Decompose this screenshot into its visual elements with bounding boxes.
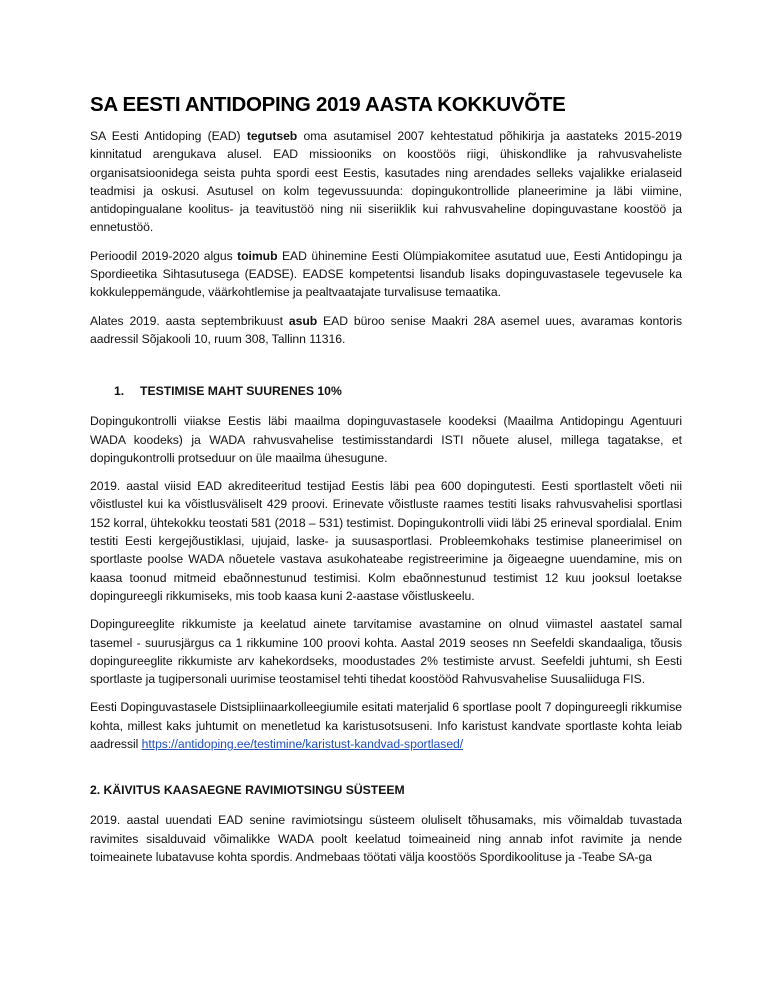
section-1-heading xyxy=(90,382,682,400)
sanctioned-athletes-link[interactable]: https://antidoping.ee/testimine/karistust-kandvad-sportlased/ xyxy=(141,737,464,752)
intro-p3-bold-verb: asub xyxy=(288,313,318,328)
section-1-paragraph-2: 2019. aastal viisid EAD akrediteeritud testijad Eestis läbi pea 600 dopingutesti. Eesti sportlastelt võeti nii võistlustel kui ka võistlusväliselt 429 proovi. Erinevate võistluste raames testiti lisaks rahvusvahelisi sportlasi 152 korral, ühtekokku teostati 581 (2018 – 531) testimist. Dopingukontrolli viidi läbi 25 erineval spordialal. Enim testiti Eesti kergejõustiklasi, ujujaid, laske- ja suusasportlasi. Probleemkohaks testimise planeerimisel on sportlaste poolse WADA nõuetele vastava asukohateabe registreerimine ja õigeaegne uuendamine, mis on kaasa toonud mitmeid ebaõnnestunud testimisi. Kolm ebaõnnestunud testimist 12 kuu jooksul loetakse dopingureegli rikkumiseks, mis toob kaasa kuni 2-aastase võistluskeelu. xyxy=(90,479,682,603)
intro-paragraph-1 xyxy=(90,127,682,237)
section-2-heading: 2. KÄIVITUS KAASAEGNE RAVIMIOTSINGU SÜSTEEM xyxy=(90,783,405,798)
section-1-p4-text: Eesti Dopinguvastasele Distsipliinaarkolleegiumile esitati materjalid 6 sportlase poolt 7 dopingureegli rikkumise kohta, millest kaks juhtumit on menetletud ka karistusotsuseni. Info karistust kandvate sportlaste kohta leiab aadressil xyxy=(90,700,682,752)
section-1-number: 1. xyxy=(114,384,125,399)
section-2-paragraph-1: 2019. aastal uuendati EAD senine ravimiotsingu süsteem oluliselt tõhusamaks, mis võimaldab tuvastada ravimites sisalduvaid võimalikke WADA poolt keelatud toimeaineid ning annab infot ravimite ja nende toimeainete lubatavuse kohta spordis. Andmebaas töötati välja koostöös Spordikoolituse ja -Teabe SA-ga xyxy=(90,813,682,864)
intro-p1-text-a: SA Eesti Antidoping (EAD) xyxy=(90,129,247,143)
document-title: SA EESTI ANTIDOPING 2019 AASTA KOKKUVÕTE xyxy=(90,93,566,116)
section-1-paragraph-1: Dopingukontrolli viiakse Eestis läbi maailma dopinguvastasele koodeksi (Maailma Antidopingu Agentuuri WADA koodeks) ja WADA rahvusvahelise testimisstandardi ISTI nõuete alusel, millega tagatakse, et dopingukontrolli protseduur on üle maailma ühesugune. xyxy=(90,414,682,465)
intro-p1-text-c: oma asutamisel 2007 kehtestatud põhikirja ja aastateks 2015-2019 kinnitatud arengukava alusel. EAD missiooniks on koostöös riigi, ühiskondlike ja rahvusvaheliste organisatsioonidega seista puhta spordi eest Eestis, kasutades ning arendades selleks vajalikke erialaseid teadmisi ja oskusi. Asutusel on kolm tegevussuunda: dopingukontrollide planeerimine ja läbi viimine, antidopingualane koolitus- ja teavitustöö ning nii siseriiklik kui rahvusvaheline dopinguvastane koostöö ja ennetustöö. xyxy=(90,129,682,235)
intro-p2-text-c: EAD ühinemine Eesti Olümpiakomitee asutatud uue, Eesti Antidopingu ja Spordieetika Sihtasutusega (EADSE). EADSE kompetentsi lisandub lisaks dopinguvastasele tegevusele ka kokkuleppemängude, väärkohtlemise ja pealtvaatajate turvalisuse temaatika. xyxy=(90,248,683,300)
document-body xyxy=(90,93,682,876)
section-1-paragraph-3: Dopingureeglite rikkumiste ja keelatud ainete tarvitamise avastamine on olnud viimastel aastatel samal tasemel - suurusjärgus ca 1 rikkumine 100 proovi kohta. Aastal 2019 seoses nn Seefeldi skandaaliga, tõusis dopingureeglite rikkumiste arv kahekordseks, moodustades 2% testimiste arvust. Seefeldi juhtumi, sh Eesti sportlaste ja tugipersonali uurimise teostamisel tehti tihedat koostööd Rahvusvahelise Suusaliiduga FIS. xyxy=(90,617,682,687)
intro-paragraph-3 xyxy=(90,312,682,349)
section-1-paragraph-4 xyxy=(90,698,682,753)
intro-p3-text-c: EAD büroo senise Maakri 28A asemel uues, avaramas kontoris aadressil Sõjakooli 10, ruum 308, Tallinn 11316. xyxy=(90,313,683,346)
intro-p3-text-a: Alates 2019. aasta septembrikuust xyxy=(90,313,289,328)
intro-p1-bold-verb: tegutseb xyxy=(246,129,298,143)
section-1-title: TESTIMISE MAHT SUURENES 10% xyxy=(140,384,342,399)
intro-paragraph-2 xyxy=(90,247,682,302)
intro-p2-bold-verb: toimub xyxy=(237,248,278,263)
intro-p2-text-a: Perioodil 2019-2020 algus xyxy=(90,248,238,263)
